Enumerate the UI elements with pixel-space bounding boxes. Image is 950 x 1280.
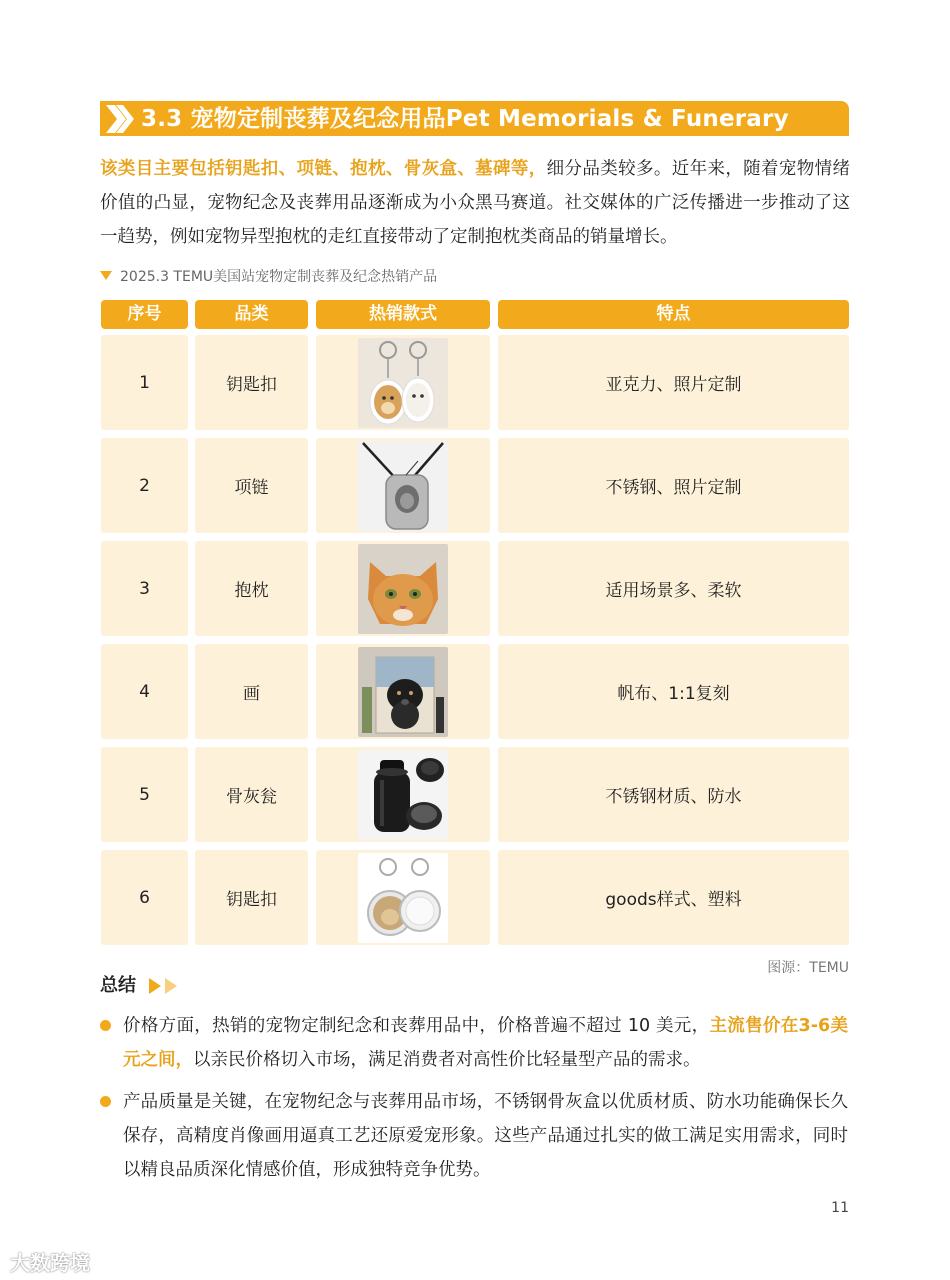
cell-image [316,438,490,533]
header-no: 序号 [101,300,188,329]
double-chevron-icon [104,104,134,134]
cell-no: 1 [101,335,188,430]
summary-bullet [100,1085,850,1189]
section-title: 3.3 宠物定制丧葬及纪念用品Pet Memorials & Funerary [141,106,789,132]
bullet-text-post: 以亲民价格切入市场，满足消费者对高性价比轻量型产品的需求。 [193,1050,701,1070]
cell-feature: 不锈钢、照片定制 [498,438,849,533]
intro-highlight: 该类目主要包括钥匙扣、项链、抱枕、骨灰盒、墓碑等， [100,159,547,179]
triangle-down-icon [100,271,112,280]
header-feature: 特点 [498,300,849,329]
bullet-text-highlight: 主流售价在3-6美元之间， [123,1016,848,1070]
cell-no: 5 [101,747,188,842]
cell-feature: goods样式、塑料 [498,850,849,945]
badge-keychain-product-image [358,853,448,943]
cell-image [316,747,490,842]
cell-image [316,541,490,636]
cell-feature: 亚克力、照片定制 [498,335,849,430]
watermark: 大数跨境 [10,1251,90,1275]
summary-bullet-text [123,1009,848,1077]
urn-product-image [358,750,448,840]
table-caption-text: 2025.3 TEMU美国站宠物定制丧葬及纪念热销产品 [120,269,438,285]
cell-category: 抱枕 [195,541,308,636]
image-source: 图源：TEMU [767,960,849,976]
cell-category: 项链 [195,438,308,533]
header-category: 品类 [195,300,308,329]
table-caption [100,266,437,288]
bullet-text-pre: 产品质量是关键，在宠物纪念与丧葬用品市场，不锈钢骨灰盒以优质材质、防水功能确保长久保存，高精度肖像画用逼真工艺还原爱宠形象。这些产品通过扎实的做工满足实用需求，同时以精良品质深化情感价值，形成独特竞争优势。 [123,1092,848,1180]
cell-category: 骨灰瓮 [195,747,308,842]
summary-title: 总结 [100,975,136,996]
page-number: 11 [831,1200,849,1216]
intro-body: 细分品类较多。近年来，随着宠物情绪价值的凸显，宠物纪念及丧葬用品逐渐成为小众黑马赛道。社交媒体的广泛传播进一步推动了这一趋势，例如宠物异型抱枕的走红直接带动了定制抱枕类商品的销量增长。 [100,159,851,247]
cell-category: 钥匙扣 [195,850,308,945]
canvas-painting-product-image [358,647,448,737]
cell-feature: 帆布、1:1复刻 [498,644,849,739]
header-style: 热销款式 [316,300,490,329]
necklace-product-image [358,441,448,531]
cell-category: 画 [195,644,308,739]
bullet-text-pre: 价格方面，热销的宠物定制纪念和丧葬用品中，价格普遍不超过 10 美元， [123,1016,710,1036]
cell-image [316,850,490,945]
cell-no: 2 [101,438,188,533]
cell-feature: 不锈钢材质、防水 [498,747,849,842]
summary-bullet-text [123,1085,848,1187]
double-arrow-icon [147,977,181,995]
cell-no: 3 [101,541,188,636]
intro-paragraph [100,152,850,254]
cell-image [316,644,490,739]
cell-no: 6 [101,850,188,945]
bullet-dot-icon [100,1096,111,1107]
cell-category: 钥匙扣 [195,335,308,430]
cell-image [316,335,490,430]
summary-bullet [100,1009,850,1079]
cell-feature: 适用场景多、柔软 [498,541,849,636]
bullet-dot-icon [100,1020,111,1031]
keychain-product-image [358,338,448,428]
cell-no: 4 [101,644,188,739]
pillow-product-image [358,544,448,634]
